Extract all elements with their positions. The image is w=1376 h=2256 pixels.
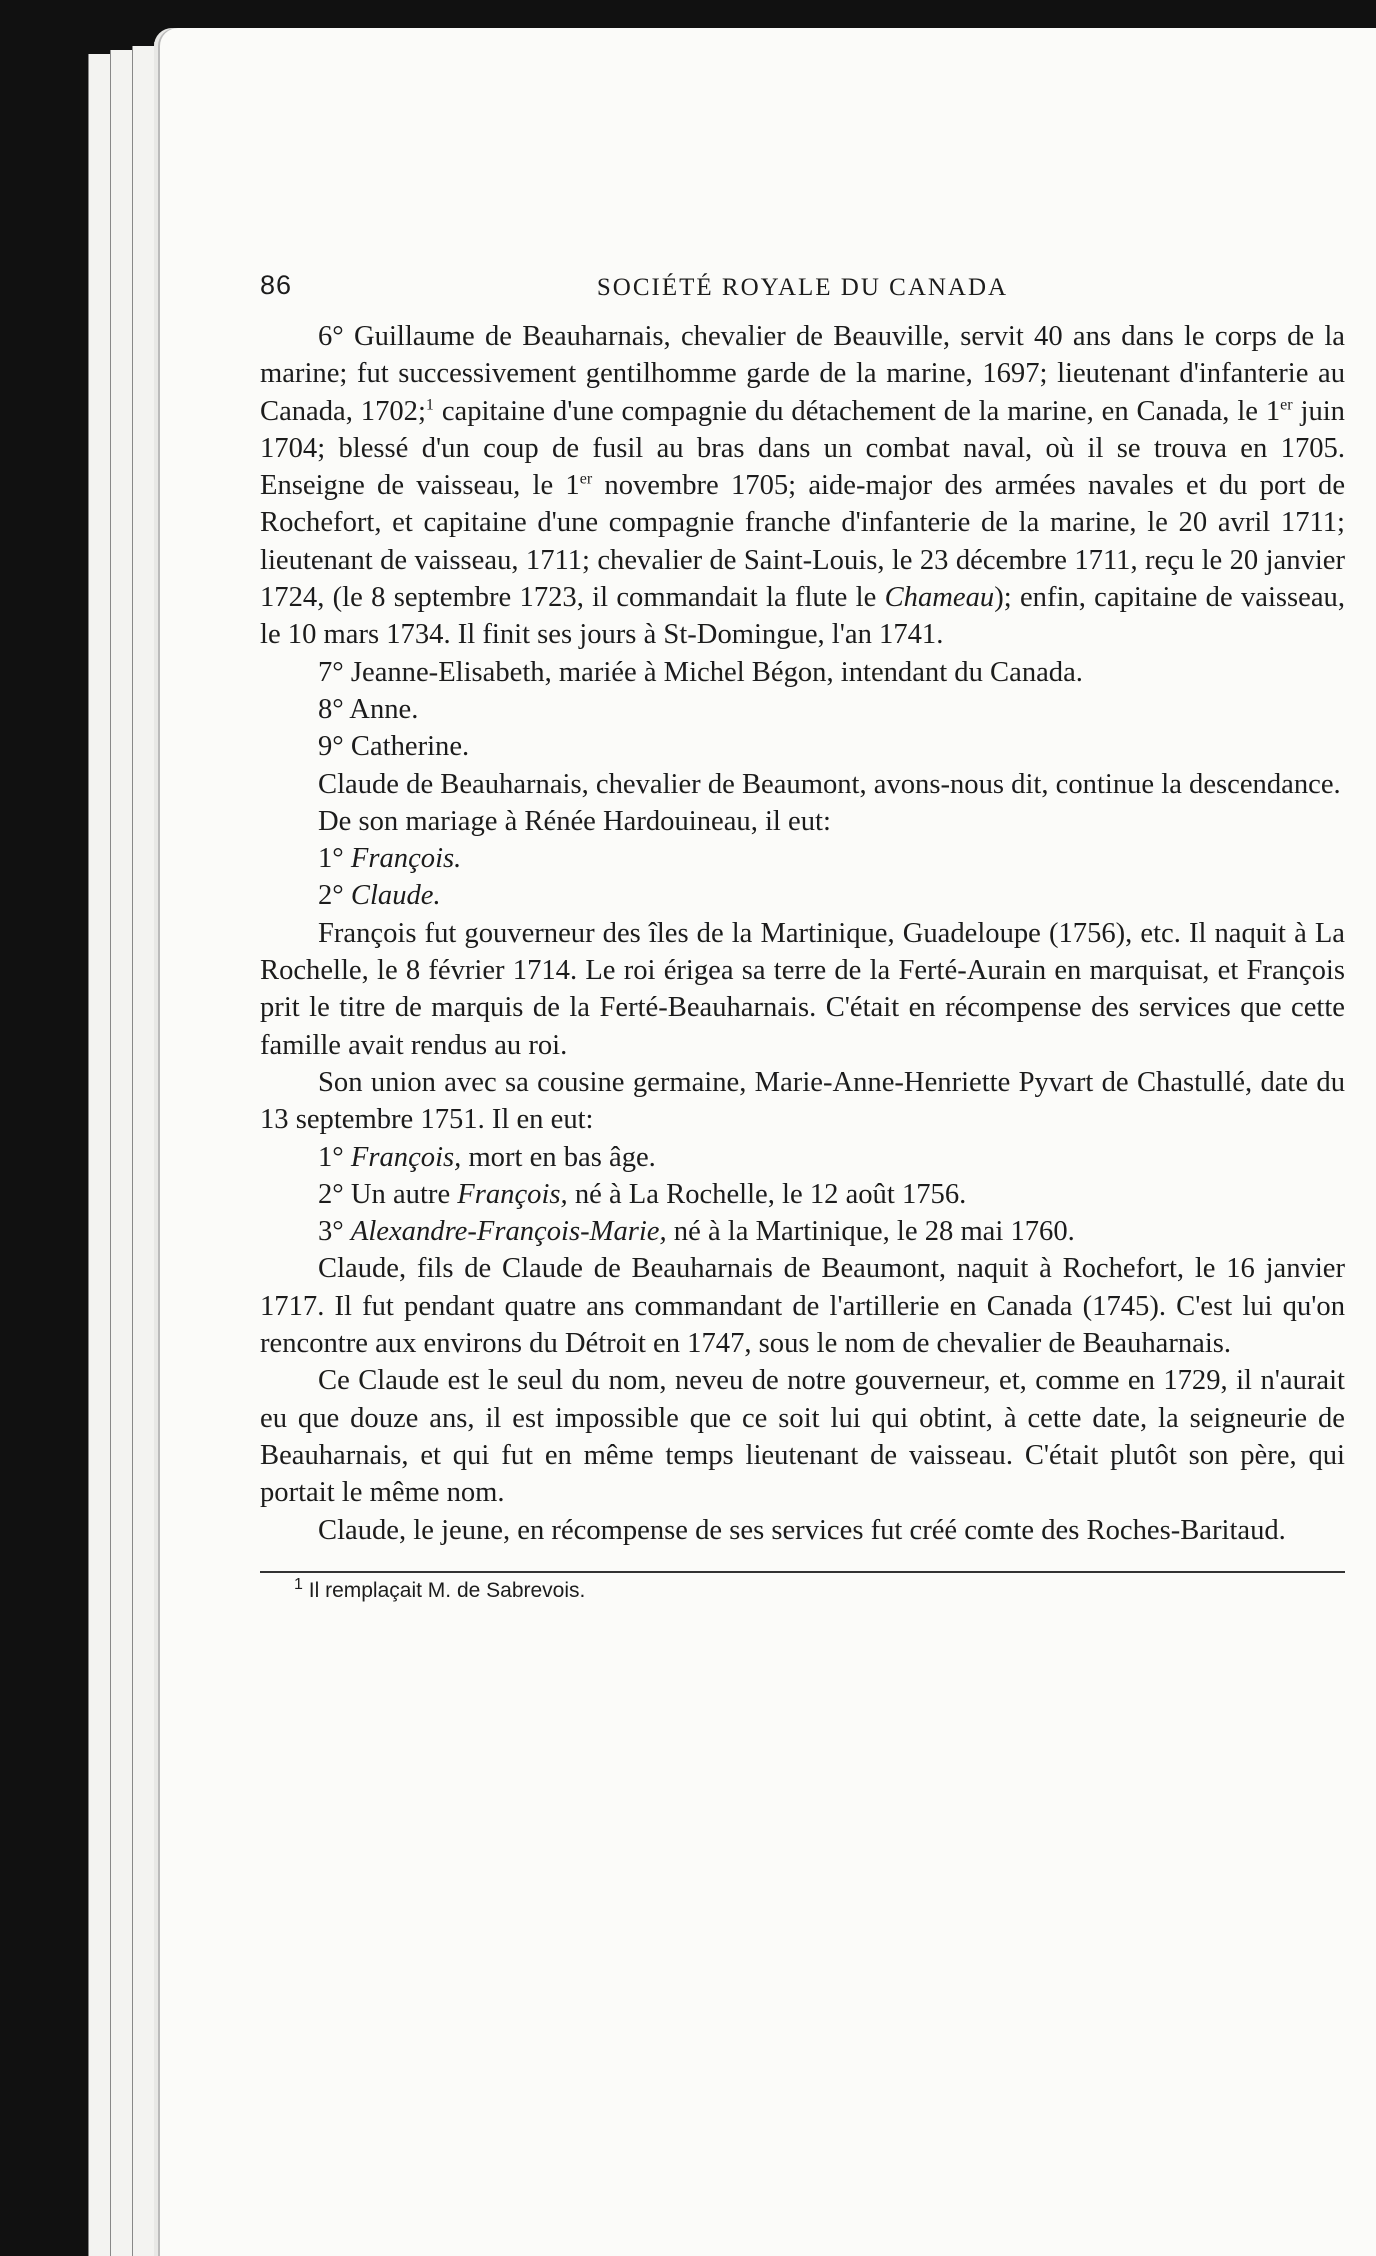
paragraph-claude-le-jeune: Claude, le jeune, en récompense de ses services fut créé comte des Roches-Baritaud. [318, 1514, 1286, 1546]
ship-name: Chameau [884, 582, 995, 614]
paragraph-claude-descendance: Claude de Beauharnais, chevalier de Beaumont, avons-nous dit, continue la descendance. [318, 768, 1341, 800]
list-item: 2° Claude. [318, 880, 441, 912]
paragraph-francois-gouverneur: François fut gouverneur des îles de la Martinique, Guadeloupe (1756), etc. Il naquit à La Rochelle, le 8 février 1714. Le roi érigea sa terre de la Ferté-Aurain en marquisat, et François prit le titre de marquis de la Ferté-Beauharnais. C'était en récompense des services que cette famille avait rendus au roi. [260, 917, 1345, 1061]
paragraph-union: Son union avec sa cousine germaine, Marie-Anne-Henriette Pyvart de Chastullé, date du 13 septembre 1751. Il en eut: [260, 1066, 1345, 1136]
list-item: 1° François. [318, 843, 462, 875]
list-item: 1° François, mort en bas âge. [318, 1141, 656, 1173]
list-item-8: 8° Anne. [318, 693, 419, 725]
list-item: 3° Alexandre-François-Marie, né à la Martinique, le 28 mai 1760. [318, 1216, 1075, 1248]
footnote-reference: 1 [425, 396, 434, 414]
page-content [260, 270, 1345, 1603]
list-item-7: 7° Jeanne-Elisabeth, mariée à Michel Bégon, intendant du Canada. [318, 656, 1083, 688]
paragraph-ce-claude: Ce Claude est le seul du nom, neveu de notre gouverneur, et, comme en 1729, il n'aurait eu que douze ans, il est impossible que ce soit lui qui obtint, à cette date, la seigneurie de Beauharnais, et qui fut en même temps lieutenant de vaisseau. C'était plutôt son père, qui portait le même nom. [260, 1365, 1345, 1509]
paragraph-claude-fils: Claude, fils de Claude de Beauharnais de Beaumont, naquit à Rochefort, le 16 janvier 1717. Il fut pendant quatre ans commandant de l'artillerie en Canada (1745). C'est lui qu'on rencontre aux environs du Détroit en 1747, sous le nom de chevalier de Beauharnais. [260, 1253, 1345, 1360]
running-title: SOCIÉTÉ ROYALE DU CANADA [596, 274, 1009, 301]
footnote-divider [260, 1571, 1345, 1573]
running-head [260, 270, 1345, 318]
list-item: 2° Un autre François, né à La Rochelle, le 12 août 1756. [318, 1178, 967, 1210]
paragraph-guillaume: 6° Guillaume de Beauharnais, chevalier de Beauville, servit 40 ans dans le corps de la marine; fut successivement gentilhomme garde de la marine, 1697; lieutenant d'infanterie au Canada, 1702;$^1$ capitaine d'une compagnie du détachement de la marine, en Canada, le 1er juin 1704; blessé d'un coup de fusil au bras dans un combat naval, où il se trouva en 1705. Enseigne de vaisseau, le 1er novembre 1705; aide-major des armées navales et du port de Rochefort, et capitaine d'une compagnie franche d'infanterie de la marine, le 20 avril 1711; lieutenant de vaisseau, 1711; chevalier de Saint-Louis, le 23 décembre 1711, reçu le 20 janvier 1724, (le 8 septembre 1723, il commandait la flute le Chameau); enfin, capitaine de vaisseau, le 10 mars 1734. Il finit ses jours à St-Domingue, l'an 1741. [260, 321, 1346, 651]
paragraph-mariage: De son mariage à Rénée Hardouineau, il eut: [318, 805, 831, 837]
footnote: $^1$ Il remplaçait M. de Sabrevois. [294, 1575, 586, 1602]
list-item-9: 9° Catherine. [318, 731, 470, 763]
page-number: 86 [260, 270, 293, 300]
